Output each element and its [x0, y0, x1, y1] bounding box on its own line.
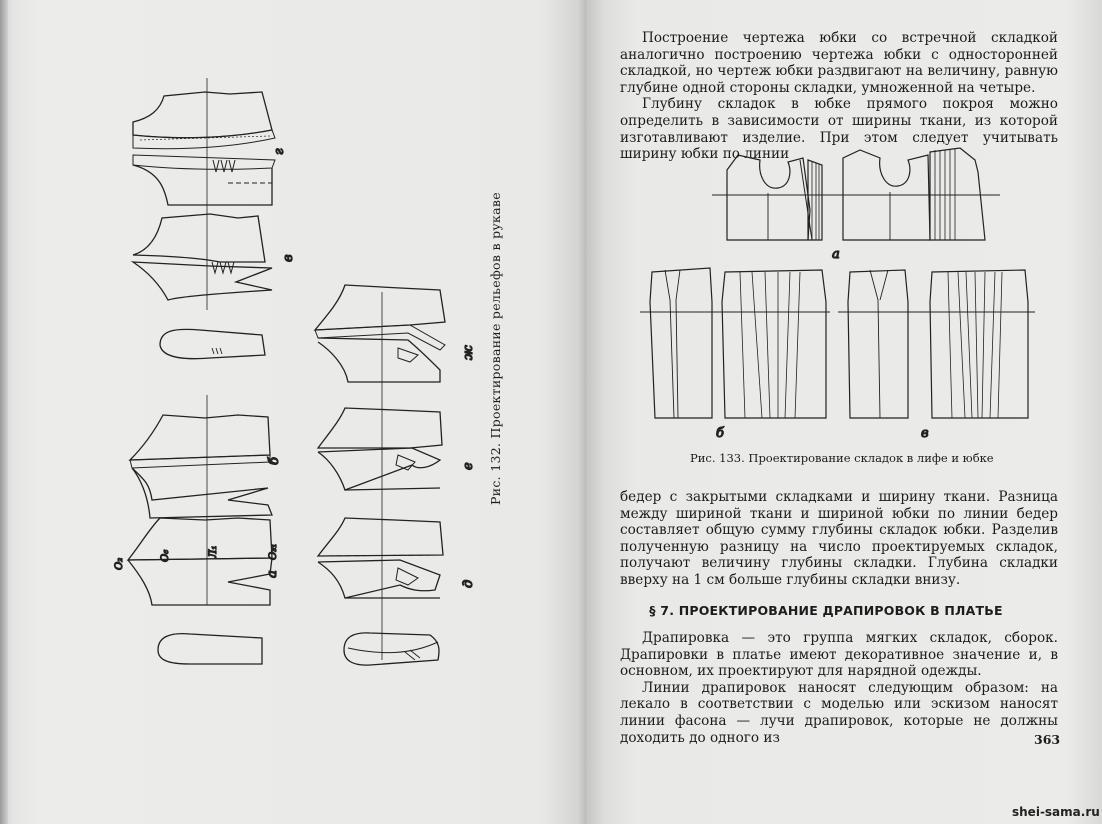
page-number: 363	[1034, 732, 1061, 747]
label-l1: Л₁	[208, 545, 219, 558]
watermark: shei-sama.ru	[1012, 805, 1100, 819]
fig133-label-b: б	[716, 426, 724, 441]
section-heading: § 7. ПРОЕКТИРОВАНИЕ ДРАПИРОВОК В ПЛАТЬЕ	[649, 603, 1003, 618]
label-d: д	[461, 579, 476, 588]
pattern-bodice-a	[712, 148, 1000, 240]
pattern-skirt-v	[838, 270, 1035, 418]
paragraph-5: Линии драпировок наносят следующим образом: на лекало в соответствии с моделью или эскизом наносят линии фасона — лучи драпировок, которые не должны доходить до одного из	[620, 679, 1058, 746]
label-zh: ж	[461, 345, 476, 360]
paragraph-4: Драпировка — это группа мягких складок, сборок. Драпировки в платье имеют декоративное значение и, в основном, их проектируют для нарядной одежды.	[620, 630, 1058, 680]
label-v: в	[281, 254, 296, 262]
figure-133-caption: Рис. 133. Проектирование складок в лифе и юбке	[690, 451, 994, 465]
paragraph-2: Глубину складок в юбке прямого покроя можно определить в зависимости от ширины ткани, из которой изготавливают изделие. При этом следует учитывать ширину юбки по линии	[620, 96, 1058, 163]
label-g: г	[272, 148, 287, 155]
label-b: б	[267, 457, 282, 465]
label-o2: О₂	[114, 557, 125, 570]
text-block-bottom	[620, 630, 1061, 747]
label-o31: О₃₁	[268, 543, 279, 560]
label-a: а	[265, 570, 280, 578]
figure-132-caption: Рис. 132. Проектирование рельефов в рукаве	[488, 192, 503, 505]
paragraph-1: Построение чертежа юбки со встречной складкой аналогично построению чертежа юбки с односторонней складкой, но чертеж юбки раздвигают на величину, равную глубине одной стороны складки, умноженной на четыре.	[620, 30, 1058, 96]
label-o6: О₆	[160, 549, 171, 562]
fig133-label-a: а	[832, 247, 840, 262]
pattern-skirt-b	[640, 268, 830, 418]
label-e: е	[461, 462, 476, 470]
text-block-middle	[620, 489, 1058, 589]
fig133-label-v: в	[921, 426, 929, 441]
paragraph-3: бедер с закрытыми складками и ширину ткани. Разница между шириной ткани и шириной юбки по линии бедер составляет общую сумму глубины складок юбки. Разделив полученную разницу на число проектируемых складок, получают величину глубины складки. Глубина складки вверху на 1 см больше глубины складки внизу.	[620, 489, 1058, 588]
